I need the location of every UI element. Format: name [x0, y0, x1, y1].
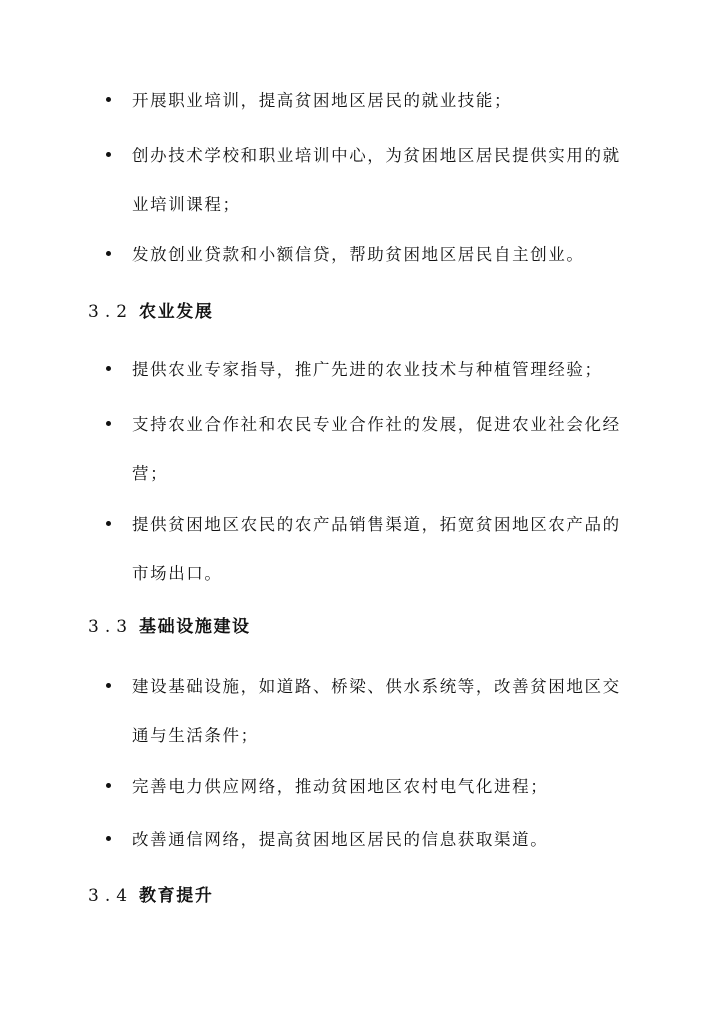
bullet-dot-icon	[106, 97, 111, 102]
section-heading-3-3	[88, 615, 251, 639]
list-item	[106, 76, 626, 125]
list-item-text: 提供农业专家指导，推广先进的农业技术与种植管理经验；	[132, 360, 603, 379]
list-item-text: 支持农业合作社和农民专业合作社的发展，促进农业社会化经营；	[132, 415, 621, 483]
list-item	[106, 762, 626, 811]
bullet-dot-icon	[106, 152, 111, 157]
section-number: 3.3	[88, 617, 134, 637]
section-title: 农业发展	[139, 302, 214, 322]
bullet-dot-icon	[106, 836, 111, 841]
list-item-text: 建设基础设施，如道路、桥梁、供水系统等，改善贫困地区交通与生活条件；	[132, 677, 621, 745]
list-item-text: 改善通信网络，提高贫困地区居民的信息获取渠道。	[132, 830, 549, 849]
section-heading-3-2	[88, 300, 213, 324]
list-item	[106, 400, 626, 498]
list-item	[106, 131, 626, 229]
list-item-text: 提供贫困地区农民的农产品销售渠道，拓宽贫困地区农产品的市场出口。	[132, 515, 621, 583]
list-item	[106, 500, 626, 598]
bullet-dot-icon	[106, 683, 111, 688]
list-item	[106, 345, 626, 394]
list-item-text: 创办技术学校和职业培训中心，为贫困地区居民提供实用的就业培训课程；	[132, 146, 621, 214]
section-number: 3.2	[88, 302, 134, 322]
bullet-dot-icon	[106, 251, 111, 256]
list-item-text: 发放创业贷款和小额信贷，帮助贫困地区居民自主创业。	[132, 245, 585, 264]
section-number: 3.4	[88, 886, 134, 906]
list-item-text: 完善电力供应网络，推动贫困地区农村电气化进程；	[132, 777, 549, 796]
bullet-dot-icon	[106, 421, 111, 426]
section-title: 基础设施建设	[139, 617, 251, 637]
bullet-dot-icon	[106, 783, 111, 788]
list-item	[106, 230, 626, 279]
list-item-text: 开展职业培训，提高贫困地区居民的就业技能；	[132, 91, 513, 110]
section-title: 教育提升	[139, 886, 214, 906]
list-item	[106, 815, 626, 864]
bullet-dot-icon	[106, 521, 111, 526]
bullet-dot-icon	[106, 366, 111, 371]
list-item	[106, 662, 626, 760]
section-heading-3-4	[88, 884, 213, 908]
